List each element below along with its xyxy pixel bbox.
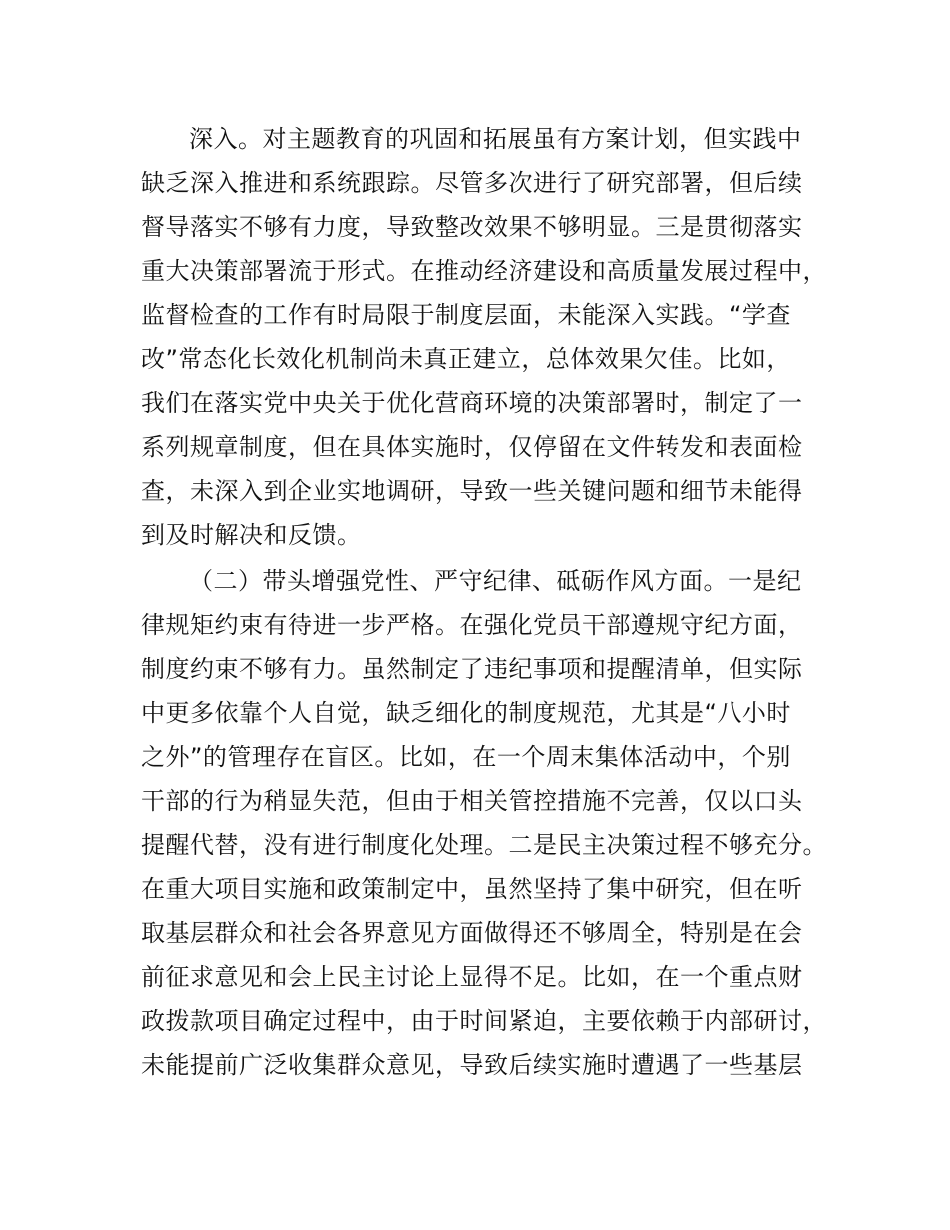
paragraph-2-line-12: 未能提前广泛收集群众意见，导致后续实施时遭遇了一些基层	[141, 1051, 803, 1079]
paragraph-1-line-2: 缺乏深入推进和系统跟踪。尽管多次进行了研究部署，但后续	[141, 169, 803, 197]
paragraph-2-line-10: 前征求意见和会上民主讨论上显得不足。比如，在一个重点财	[141, 963, 803, 991]
paragraph-2-line-6: 干部的行为稍显失范，但由于相关管控措施不完善，仅以口头	[141, 787, 803, 815]
paragraph-2-line-3: 制度约束不够有力。虽然制定了违纪事项和提醒清单，但实际	[141, 655, 803, 683]
paragraph-1-line-1: 深入。对主题教育的巩固和拓展虽有方案计划，但实践中	[189, 125, 802, 153]
paragraph-1-line-6: 改”常态化长效化机制尚未真正建立，总体效果欠佳。比如，	[141, 345, 791, 373]
paragraph-2-line-5: 之外”的管理存在盲区。比如，在一个周末集体活动中，个别	[141, 743, 791, 771]
paragraph-1-line-9: 查，未深入到企业实地调研，导致一些关键问题和细节未能得	[141, 477, 803, 505]
paragraph-1-line-4: 重大决策部署流于形式。在推动经济建设和高质量发展过程中，	[141, 257, 827, 285]
paragraph-2-line-2: 律规矩约束有待进一步严格。在强化党员干部遵规守纪方面，	[141, 611, 803, 639]
paragraph-2-line-4: 中更多依靠个人自觉，缺乏细化的制度规范，尤其是“八小时	[141, 699, 791, 727]
paragraph-1-line-7: 我们在落实党中央关于优化营商环境的决策部署时，制定了一	[141, 389, 803, 417]
paragraph-2-line-9: 取基层群众和社会各界意见方面做得还不够周全，特别是在会	[141, 919, 803, 947]
paragraph-1-line-5: 监督检查的工作有时局限于制度层面，未能深入实践。“学查	[141, 301, 791, 329]
paragraph-2-line-7: 提醒代替，没有进行制度化处理。二是民主决策过程不够充分。	[141, 831, 827, 859]
paragraph-2-line-11: 政拨款项目确定过程中，由于时间紧迫，主要依赖于内部研讨，	[141, 1007, 827, 1035]
paragraph-1-line-8: 系列规章制度，但在具体实施时，仅停留在文件转发和表面检	[141, 433, 803, 461]
paragraph-2-line-1: （二）带头增强党性、严守纪律、砥砺作风方面。一是纪	[189, 567, 802, 595]
paragraph-2-line-8: 在重大项目实施和政策制定中，虽然坚持了集中研究，但在听	[141, 875, 803, 903]
paragraph-1-line-10: 到及时解决和反馈。	[141, 521, 362, 549]
paragraph-1-line-3: 督导落实不够有力度，导致整改效果不够明显。三是贯彻落实	[141, 213, 803, 241]
